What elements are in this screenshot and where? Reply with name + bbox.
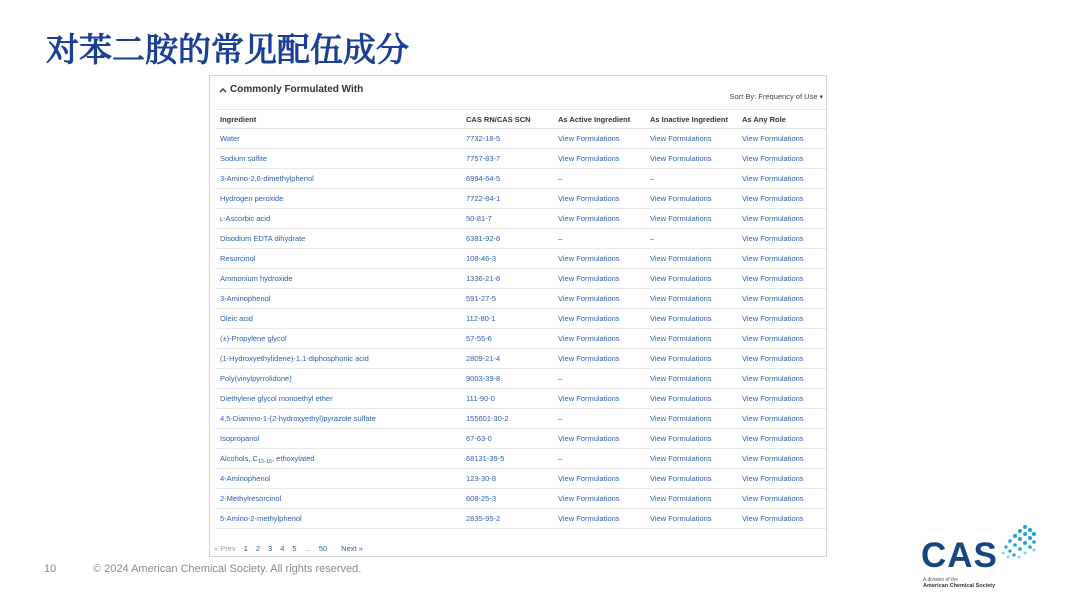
header-any-role[interactable]: As Any Role xyxy=(742,115,786,124)
copyright-notice: © 2024 American Chemical Society. All rights reserved. xyxy=(93,563,362,575)
inactive-formulations-link[interactable]: View Formulations xyxy=(650,454,712,463)
cas-number-link[interactable]: 123-30-8 xyxy=(466,474,497,483)
active-formulations-link[interactable]: View Formulations xyxy=(558,474,620,483)
any-role-formulations-link[interactable]: View Formulations xyxy=(742,494,804,503)
ingredient-link[interactable] xyxy=(220,349,369,369)
sort-dropdown[interactable] xyxy=(730,92,823,101)
table-row xyxy=(215,309,826,329)
cas-number-link[interactable]: 6994-64-5 xyxy=(466,174,501,183)
ingredient-link[interactable] xyxy=(220,129,240,149)
cas-logo-text: CAS xyxy=(921,536,998,575)
ingredient-link[interactable] xyxy=(220,209,270,229)
cas-number-link[interactable]: 67-63-0 xyxy=(466,434,492,443)
ingredient-link[interactable] xyxy=(220,289,270,309)
active-formulations-link[interactable]: View Formulations xyxy=(558,494,620,503)
cas-number-link[interactable]: 7722-84-1 xyxy=(466,194,501,203)
ingredient-name: Disodium EDTA dihydrate xyxy=(220,234,306,243)
any-role-formulations-link[interactable]: View Formulations xyxy=(742,174,804,183)
active-formulations-link[interactable]: View Formulations xyxy=(558,354,620,363)
inactive-formulations-link[interactable]: View Formulations xyxy=(650,514,712,523)
pagination-page-last[interactable]: 50 xyxy=(318,543,328,553)
ingredient-name: 5-Amino-2-methylphenol xyxy=(220,514,302,523)
cas-number-link[interactable]: 68131-39-5 xyxy=(466,454,505,463)
ingredient-name: ʟ-Ascorbic acid xyxy=(220,214,271,223)
inactive-formulations-link[interactable]: View Formulations xyxy=(650,354,712,363)
inactive-formulations-link[interactable]: View Formulations xyxy=(650,134,712,143)
any-role-formulations-link[interactable]: View Formulations xyxy=(742,134,804,143)
pagination-page-2[interactable]: 2 xyxy=(255,543,261,553)
ingredient-name: Oleic acid xyxy=(220,314,253,323)
table-row xyxy=(215,449,826,469)
cas-number-link[interactable]: 9003-39-8 xyxy=(466,374,501,383)
pagination-page-3[interactable]: 3 xyxy=(268,543,273,553)
ingredient-link[interactable] xyxy=(220,189,283,209)
table-row xyxy=(215,289,826,309)
ingredient-name-tail: , ethoxylated xyxy=(272,454,315,463)
table-row xyxy=(215,149,826,169)
inactive-formulations-link[interactable]: View Formulations xyxy=(650,474,712,483)
any-role-formulations-link[interactable]: View Formulations xyxy=(742,434,804,443)
any-role-formulations-link[interactable]: View Formulations xyxy=(742,194,804,203)
ingredient-name: 4-Aminophenol xyxy=(220,474,271,483)
active-formulations-link[interactable]: View Formulations xyxy=(558,434,620,443)
inactive-formulations-link[interactable]: View Formulations xyxy=(650,274,712,283)
inactive-formulations-link[interactable]: View Formulations xyxy=(650,214,712,223)
ingredient-name: 3-Amino-2,6-dimethylphenol xyxy=(220,174,314,183)
sort-label: Sort By: Frequency of Use xyxy=(729,92,818,101)
any-role-formulations-link[interactable]: View Formulations xyxy=(742,354,804,363)
cas-number-link[interactable]: 1336-21-6 xyxy=(466,274,501,283)
pagination-prev: « Prev xyxy=(214,543,236,553)
slide-number: 10 xyxy=(44,563,57,575)
cas-number-link[interactable]: 591-27-5 xyxy=(466,294,497,303)
cas-logo-parent: American Chemical Society xyxy=(923,583,996,589)
ingredient-subscript: 12-15 xyxy=(257,459,273,465)
active-formulations-empty: – xyxy=(558,454,563,463)
table-row xyxy=(215,509,826,529)
ingredient-link[interactable] xyxy=(220,149,267,169)
header-cas[interactable]: CAS RN/CAS SCN xyxy=(466,115,531,124)
ingredient-link[interactable] xyxy=(220,509,302,529)
active-formulations-empty: – xyxy=(558,414,563,423)
ingredient-link[interactable] xyxy=(220,229,305,249)
inactive-formulations-link[interactable]: View Formulations xyxy=(650,194,712,203)
any-role-formulations-link[interactable]: View Formulations xyxy=(742,514,804,523)
inactive-formulations-link[interactable]: View Formulations xyxy=(650,434,712,443)
active-formulations-link[interactable]: View Formulations xyxy=(558,254,620,263)
ingredient-link[interactable] xyxy=(220,309,253,329)
ingredient-name: Diethylene glycol monoethyl ether xyxy=(220,394,333,403)
table-row xyxy=(215,409,826,429)
header-active[interactable]: As Active Ingredient xyxy=(558,115,631,124)
ingredient-name: Isopropanol xyxy=(220,434,260,443)
header-ingredient[interactable]: Ingredient xyxy=(220,115,257,124)
inactive-formulations-empty: – xyxy=(650,174,655,183)
cas-number-link[interactable]: 2835-95-2 xyxy=(466,514,501,523)
panel-title: Commonly Formulated With xyxy=(230,84,364,95)
ingredient-name: Water xyxy=(220,134,240,143)
any-role-formulations-link[interactable]: View Formulations xyxy=(742,154,804,163)
ingredient-link[interactable] xyxy=(220,409,376,429)
any-role-formulations-link[interactable]: View Formulations xyxy=(742,454,804,463)
inactive-formulations-link[interactable]: View Formulations xyxy=(650,394,712,403)
active-formulations-link[interactable]: View Formulations xyxy=(558,294,620,303)
inactive-formulations-link[interactable]: View Formulations xyxy=(650,414,712,423)
cas-number-link[interactable]: 57-55-6 xyxy=(466,334,492,343)
pagination xyxy=(214,542,371,554)
ingredient-link[interactable] xyxy=(220,489,281,509)
ingredient-link[interactable] xyxy=(220,429,259,449)
ingredient-link[interactable] xyxy=(220,169,314,189)
ingredient-link[interactable] xyxy=(220,369,292,389)
table-row xyxy=(215,329,826,349)
active-formulations-empty: – xyxy=(558,374,563,383)
pagination-page-5[interactable]: 5 xyxy=(292,543,297,553)
active-formulations-link[interactable]: View Formulations xyxy=(558,314,620,323)
cas-number-link[interactable]: 108-46-3 xyxy=(466,254,497,263)
cas-logo xyxy=(919,520,1044,592)
ingredient-name: (±)-Propylene glycol xyxy=(220,334,287,343)
ingredient-name: Resorcinol xyxy=(220,254,256,263)
inactive-formulations-link[interactable]: View Formulations xyxy=(650,374,712,383)
table-row xyxy=(215,169,826,189)
inactive-formulations-link[interactable]: View Formulations xyxy=(650,494,712,503)
table-body xyxy=(215,129,826,529)
active-formulations-link[interactable]: View Formulations xyxy=(558,274,620,283)
table-row xyxy=(215,249,826,269)
pagination-ellipsis: ... xyxy=(304,543,311,553)
cas-number-link[interactable]: 50-81-7 xyxy=(466,214,492,223)
active-formulations-link[interactable]: View Formulations xyxy=(558,134,620,143)
cas-number-link[interactable]: 2809-21-4 xyxy=(466,354,501,363)
chevron-up-icon[interactable] xyxy=(218,85,228,95)
any-role-formulations-link[interactable]: View Formulations xyxy=(742,374,804,383)
active-formulations-link[interactable]: View Formulations xyxy=(558,214,620,223)
panel-header xyxy=(210,76,826,106)
table-row xyxy=(215,489,826,509)
any-role-formulations-link[interactable]: View Formulations xyxy=(742,394,804,403)
header-inactive[interactable]: As Inactive Ingredient xyxy=(650,115,728,124)
cas-number-link[interactable]: 7757-83-7 xyxy=(466,154,501,163)
ingredient-name: Hydrogen peroxide xyxy=(220,194,284,203)
active-formulations-link[interactable]: View Formulations xyxy=(558,514,620,523)
table-header-row xyxy=(215,109,826,129)
any-role-formulations-link[interactable]: View Formulations xyxy=(742,334,804,343)
any-role-formulations-link[interactable]: View Formulations xyxy=(742,274,804,283)
ingredients-table xyxy=(215,109,826,529)
table-row xyxy=(215,349,826,369)
table-row xyxy=(215,469,826,489)
ingredient-link[interactable] xyxy=(220,329,287,349)
any-role-formulations-link[interactable]: View Formulations xyxy=(742,294,804,303)
caret-down-icon: ▾ xyxy=(819,94,823,101)
active-formulations-link[interactable]: View Formulations xyxy=(558,334,620,343)
slide-title: 对苯二胺的常见配伍成分 xyxy=(46,30,409,69)
ingredient-name: Alcohols, C xyxy=(220,454,258,463)
cas-number-link[interactable]: 7732-18-5 xyxy=(466,134,501,143)
ingredient-name: 2-Methylresorcinol xyxy=(220,494,282,503)
cas-number-link[interactable]: 608-25-3 xyxy=(466,494,497,503)
ingredient-link[interactable] xyxy=(220,389,333,409)
ingredient-name: (1-Hydroxyethylidene)-1,1-diphosphonic acid xyxy=(220,354,369,363)
table-row xyxy=(215,189,826,209)
ingredient-name: 3-Aminophenol xyxy=(220,294,271,303)
active-formulations-empty: – xyxy=(558,234,563,243)
ingredient-name: Ammonium hydroxide xyxy=(220,274,293,283)
cas-number-link[interactable]: 155601-30-2 xyxy=(466,414,509,423)
ingredient-link[interactable] xyxy=(220,249,255,269)
any-role-formulations-link[interactable]: View Formulations xyxy=(742,234,804,243)
cas-logo-division: A division of the xyxy=(923,577,959,583)
any-role-formulations-link[interactable]: View Formulations xyxy=(742,414,804,423)
inactive-formulations-empty: – xyxy=(650,234,655,243)
active-formulations-empty: – xyxy=(558,174,563,183)
active-formulations-link[interactable]: View Formulations xyxy=(558,194,620,203)
inactive-formulations-link[interactable]: View Formulations xyxy=(650,314,712,323)
ingredient-name: Sodium sulfite xyxy=(220,154,268,163)
table-row xyxy=(215,369,826,389)
table-row xyxy=(215,129,826,149)
commonly-formulated-panel xyxy=(209,75,827,557)
inactive-formulations-link[interactable]: View Formulations xyxy=(650,334,712,343)
any-role-formulations-link[interactable]: View Formulations xyxy=(742,214,804,223)
ingredient-link[interactable] xyxy=(220,269,293,289)
cas-number-link[interactable]: 6381-92-6 xyxy=(466,234,501,243)
table-row xyxy=(215,389,826,409)
table-row xyxy=(215,269,826,289)
ingredient-link[interactable] xyxy=(220,469,270,489)
inactive-formulations-link[interactable]: View Formulations xyxy=(650,254,712,263)
active-formulations-link[interactable]: View Formulations xyxy=(558,154,620,163)
any-role-formulations-link[interactable]: View Formulations xyxy=(742,314,804,323)
cas-number-link[interactable]: 112-80-1 xyxy=(466,314,496,323)
cas-number-link[interactable]: 111-90-0 xyxy=(466,394,495,403)
ingredient-name: Poly(vinylpyrrolidone) xyxy=(220,374,292,383)
table-row xyxy=(215,209,826,229)
pagination-page-1[interactable]: 1 xyxy=(243,543,248,553)
inactive-formulations-link[interactable]: View Formulations xyxy=(650,294,712,303)
pagination-page-4[interactable]: 4 xyxy=(280,543,285,553)
inactive-formulations-link[interactable]: View Formulations xyxy=(650,154,712,163)
active-formulations-link[interactable]: View Formulations xyxy=(558,394,620,403)
any-role-formulations-link[interactable]: View Formulations xyxy=(742,474,804,483)
table-row xyxy=(215,429,826,449)
ingredient-name: 4,5-Diamino-1-(2-hydroxyethyl)pyrazole sulfate xyxy=(220,414,376,423)
cas-logo-mark-icon xyxy=(999,523,1039,563)
pagination-next[interactable]: Next » xyxy=(341,543,363,553)
table-row xyxy=(215,229,826,249)
any-role-formulations-link[interactable]: View Formulations xyxy=(742,254,804,263)
